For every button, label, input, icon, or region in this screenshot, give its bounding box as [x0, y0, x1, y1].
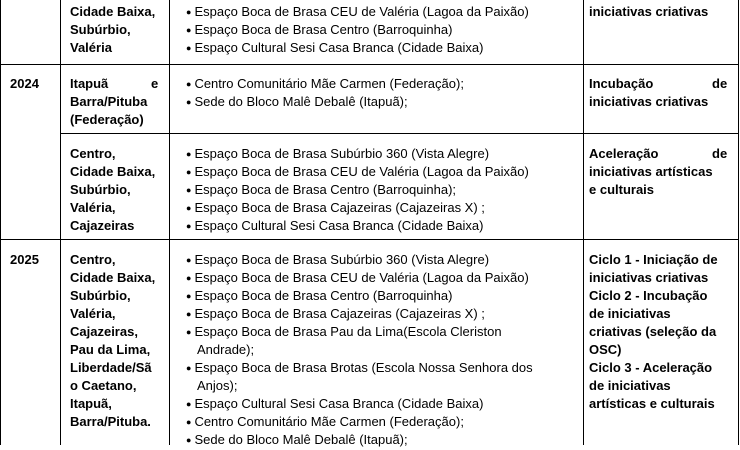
region-line: (Federação): [70, 112, 144, 127]
region-line: Barra/Pituba: [70, 94, 148, 109]
region-line: Liberdade/Sã: [70, 360, 152, 375]
space-item: ● Sede do Bloco Malê Debalê (Itapuã);: [186, 93, 408, 112]
space-item: ● Espaço Boca de Brasa CEU de Valéria (Lagoa da Paixão): [186, 163, 529, 182]
region-line: Centro,: [70, 146, 116, 161]
space-item: ● Espaço Boca de Brasa Subúrbio 360 (Vista Alegre): [186, 251, 489, 270]
stage-line: e culturais: [589, 182, 655, 197]
space-item: ● Espaço Boca de Brasa Cajazeiras (Cajazeiras X) ;: [186, 305, 485, 324]
stage-line: iniciativas criativas: [589, 270, 709, 285]
stage-line: Aceleração: [589, 146, 659, 161]
space-item: ● Espaço Boca de Brasa CEU de Valéria (Lagoa da Paixão): [186, 269, 529, 288]
space-item-continuation: Andrade);: [197, 342, 255, 357]
region-line: Cidade Baixa,: [70, 164, 156, 179]
row-divider: [60, 133, 739, 134]
stage-line: Incubação: [589, 76, 654, 91]
row-divider: [0, 64, 739, 65]
stage-line: artísticas e culturais: [589, 396, 715, 411]
row-divider: [0, 239, 739, 240]
stage-line: iniciativas criativas: [589, 4, 709, 19]
stage-line: criativas (seleção da: [589, 324, 717, 339]
region-line: Centro,: [70, 252, 116, 267]
table-border-right: [738, 0, 739, 445]
region-line: Barra/Pituba.: [70, 414, 151, 429]
space-item: ● Centro Comunitário Mãe Carmen (Federação);: [186, 413, 464, 432]
stage-line: de iniciativas: [589, 378, 671, 393]
space-item: ● Espaço Boca de Brasa Centro (Barroquinha): [186, 21, 452, 40]
stage-line: Ciclo 1 - Iniciação de: [589, 252, 718, 267]
space-item: ● Espaço Boca de Brasa Subúrbio 360 (Vista Alegre): [186, 145, 489, 164]
space-item: ● Espaço Cultural Sesi Casa Branca (Cidade Baixa): [186, 395, 483, 414]
stage-line: de: [712, 76, 728, 91]
space-item: ● Espaço Cultural Sesi Casa Branca (Cidade Baixa): [186, 39, 483, 58]
region-line: Subúrbio,: [70, 182, 131, 197]
space-item: ● Espaço Boca de Brasa Brotas (Escola Nossa Senhora dos: [186, 359, 533, 378]
region-line: Cidade Baixa,: [70, 270, 156, 285]
stage-line: iniciativas artísticas: [589, 164, 713, 179]
stage-line: iniciativas criativas: [589, 94, 709, 109]
space-item: ● Espaço Boca de Brasa CEU de Valéria (Lagoa da Paixão): [186, 3, 529, 22]
stage-line: de iniciativas: [589, 306, 671, 321]
region-line: Valéria,: [70, 306, 116, 321]
space-item: ● Espaço Boca de Brasa Centro (Barroquinha);: [186, 181, 456, 200]
region-line: Itapuã,: [70, 396, 112, 411]
region-line: Cidade Baixa,: [70, 4, 156, 19]
table-divider-space: [583, 0, 584, 445]
stage-line: Ciclo 2 - Incubação: [589, 288, 708, 303]
region-line: Valéria: [70, 40, 112, 55]
year-cell: 2024: [10, 76, 39, 91]
space-item: ● Espaço Boca de Brasa Cajazeiras (Cajazeiras X) ;: [186, 199, 485, 218]
region-line: Pau da Lima,: [70, 342, 151, 357]
region-line: e: [151, 76, 159, 91]
space-item: ● Sede do Bloco Malê Debalê (Itapuã);: [186, 431, 408, 450]
region-line: Valéria,: [70, 200, 116, 215]
space-item-continuation: Anjos);: [197, 378, 238, 393]
stage-line: OSC): [589, 342, 622, 357]
region-line: Cajazeiras,: [70, 324, 138, 339]
table-divider-year: [60, 0, 61, 445]
region-line: Subúrbio,: [70, 22, 131, 37]
region-line: o Caetano,: [70, 378, 137, 393]
space-item: ● Centro Comunitário Mãe Carmen (Federação);: [186, 75, 464, 94]
region-line: Itapuã: [70, 76, 109, 91]
stage-line: de: [712, 146, 728, 161]
region-line: Subúrbio,: [70, 288, 131, 303]
table-divider-region: [169, 0, 170, 445]
space-item: ● Espaço Cultural Sesi Casa Branca (Cidade Baixa): [186, 217, 483, 236]
space-item: ● Espaço Boca de Brasa Pau da Lima(Escola Cleriston: [186, 323, 502, 342]
space-item: ● Espaço Boca de Brasa Centro (Barroquinha): [186, 287, 452, 306]
year-cell: 2025: [10, 252, 39, 267]
table-border-left: [0, 0, 1, 445]
stage-line: Ciclo 3 - Aceleração: [589, 360, 713, 375]
region-line: Cajazeiras: [70, 218, 135, 233]
